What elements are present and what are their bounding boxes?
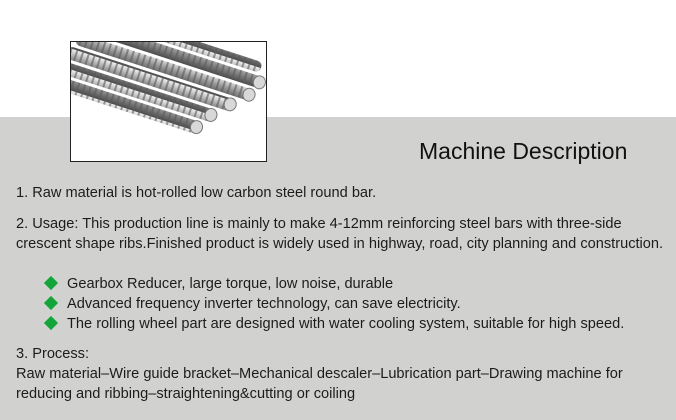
green-diamond-bullet-icon [44,296,58,310]
feature-item [44,274,624,294]
rebar-illustration [71,42,266,161]
feature-item [44,294,624,314]
feature-list [44,274,624,334]
process-steps: Raw material–Wire guide bracket–Mechanical descaler–Lubrication part–Drawing machine for reducing and ribbing–straightening&cutting or coiling [16,366,623,402]
raw-material-item: 1. Raw material is hot-rolled low carbon steel round bar. [16,185,377,201]
feature-text: Advanced frequency inverter technology, can save electricity. [67,296,461,312]
feature-text: Gearbox Reducer, large torque, low noise, durable [67,276,394,292]
feature-text: The rolling wheel part are designed with water cooling system, suitable for high speed. [67,316,625,332]
usage-item: 2. Usage: This production line is mainly to make 4-12mm reinforcing steel bars with three-side crescent shape ribs.Finished product is widely used in highway, road, city planning and construction. [16,216,664,252]
process-heading: 3. Process: [16,346,89,362]
green-diamond-bullet-icon [44,276,58,290]
product-image-rebar [70,41,267,162]
feature-item [44,314,624,334]
green-diamond-bullet-icon [44,316,58,330]
section-title: Machine Description [419,138,628,164]
